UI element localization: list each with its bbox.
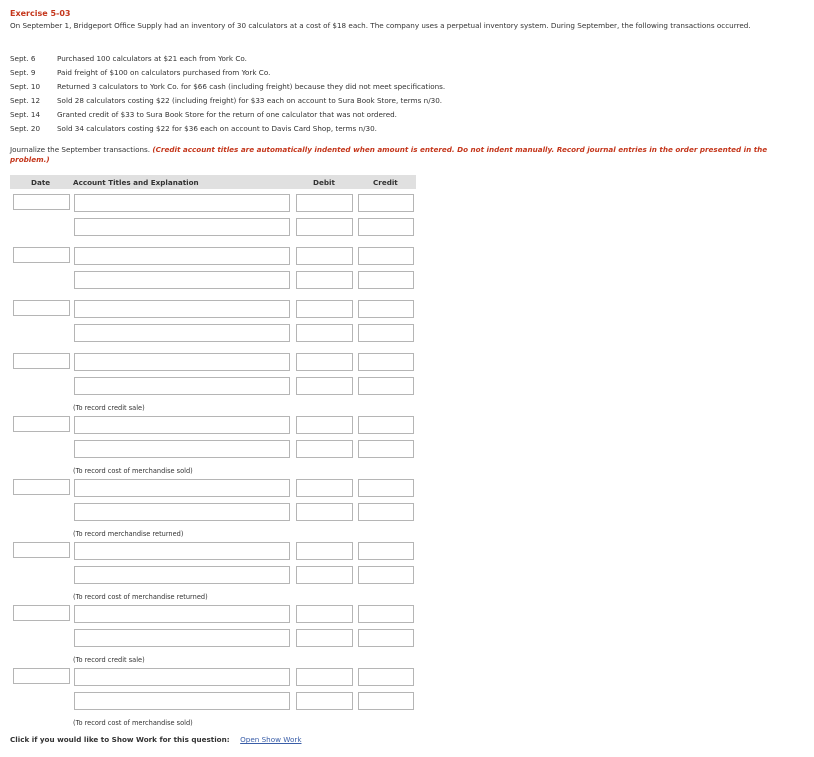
instructions (10, 145, 800, 165)
journal-line (0, 503, 420, 521)
date-select[interactable] (13, 353, 70, 369)
transaction-text: Purchased 100 calculators at $21 each from York Co. (57, 54, 247, 63)
date-select[interactable] (13, 247, 70, 263)
account-title-input[interactable] (74, 440, 290, 458)
show-work-footer (10, 735, 302, 744)
journal-line (0, 324, 420, 342)
transaction-row (10, 80, 445, 94)
entry-explanation: (To record cost of merchandise sold) (73, 719, 193, 727)
account-title-input[interactable] (74, 300, 290, 318)
debit-input[interactable] (296, 300, 353, 318)
instructions-main: Journalize the September transactions. (10, 145, 151, 154)
journal-line (0, 247, 420, 265)
transaction-row (10, 122, 445, 136)
entry-explanation: (To record credit sale) (73, 656, 145, 664)
credit-input[interactable] (358, 542, 414, 560)
transaction-text: Paid freight of $100 on calculators purchased from York Co. (57, 68, 271, 77)
exercise-intro: On September 1, Bridgeport Office Supply had an inventory of 30 calculators at a cost of $18 each. The company uses a perpetual inventory system. During September, the following transactions occurred. (10, 21, 751, 30)
debit-input[interactable] (296, 218, 353, 236)
credit-input[interactable] (358, 271, 414, 289)
journal-table-header (10, 175, 416, 189)
account-title-input[interactable] (74, 271, 290, 289)
account-title-input[interactable] (74, 479, 290, 497)
journal-line (0, 377, 420, 395)
credit-input[interactable] (358, 668, 414, 686)
journal-line (0, 218, 420, 236)
debit-input[interactable] (296, 377, 353, 395)
account-title-input[interactable] (74, 629, 290, 647)
debit-input[interactable] (296, 542, 353, 560)
credit-input[interactable] (358, 194, 414, 212)
account-title-input[interactable] (74, 416, 290, 434)
account-title-input[interactable] (74, 503, 290, 521)
transaction-row (10, 66, 445, 80)
journal-line (0, 416, 420, 434)
credit-input[interactable] (358, 479, 414, 497)
credit-input[interactable] (358, 566, 414, 584)
debit-input[interactable] (296, 324, 353, 342)
credit-input[interactable] (358, 300, 414, 318)
debit-input[interactable] (296, 271, 353, 289)
journal-line (0, 300, 420, 318)
debit-input[interactable] (296, 416, 353, 434)
credit-input[interactable] (358, 692, 414, 710)
credit-input[interactable] (358, 218, 414, 236)
debit-input[interactable] (296, 566, 353, 584)
account-title-input[interactable] (74, 566, 290, 584)
date-select[interactable] (13, 416, 70, 432)
debit-input[interactable] (296, 247, 353, 265)
account-title-input[interactable] (74, 218, 290, 236)
journal-line (0, 440, 420, 458)
debit-input[interactable] (296, 692, 353, 710)
transaction-row (10, 108, 445, 122)
journal-line (0, 605, 420, 623)
transaction-text: Sold 34 calculators costing $22 for $36 each on account to Davis Card Shop, terms n/30. (57, 124, 377, 133)
journal-line (0, 566, 420, 584)
transaction-date: Sept. 20 (10, 124, 41, 133)
account-column-header: Account Titles and Explanation (73, 178, 199, 187)
debit-input[interactable] (296, 668, 353, 686)
open-show-work-link[interactable]: Open Show Work (240, 735, 302, 744)
show-work-label: Click if you would like to Show Work for this question: (10, 735, 230, 744)
transaction-date: Sept. 14 (10, 110, 41, 119)
journal-line (0, 629, 420, 647)
transaction-date: Sept. 9 (10, 68, 36, 77)
date-select[interactable] (13, 300, 70, 316)
transaction-date: Sept. 12 (10, 96, 41, 105)
debit-input[interactable] (296, 629, 353, 647)
journal-line (0, 271, 420, 289)
transaction-row (10, 94, 445, 108)
credit-input[interactable] (358, 247, 414, 265)
journal-line (0, 542, 420, 560)
journal-line (0, 194, 420, 212)
credit-input[interactable] (358, 440, 414, 458)
exercise-title: Exercise 5-03 (10, 9, 71, 18)
entry-explanation: (To record cost of merchandise sold) (73, 467, 193, 475)
credit-column-header: Credit (373, 178, 398, 187)
credit-input[interactable] (358, 605, 414, 623)
account-title-input[interactable] (74, 377, 290, 395)
date-select[interactable] (13, 542, 70, 558)
date-column-header: Date (31, 178, 51, 187)
account-title-input[interactable] (74, 605, 290, 623)
credit-input[interactable] (358, 629, 414, 647)
credit-input[interactable] (358, 416, 414, 434)
entry-explanation: (To record credit sale) (73, 404, 145, 412)
debit-input[interactable] (296, 194, 353, 212)
transaction-text: Granted credit of $33 to Sura Book Store for the return of one calculator that was not ordered. (57, 110, 397, 119)
account-title-input[interactable] (74, 542, 290, 560)
credit-input[interactable] (358, 377, 414, 395)
debit-column-header: Debit (313, 178, 335, 187)
entry-explanation: (To record merchandise returned) (73, 530, 184, 538)
debit-input[interactable] (296, 440, 353, 458)
transaction-row (10, 52, 445, 66)
transaction-date: Sept. 10 (10, 82, 41, 91)
transaction-date: Sept. 6 (10, 54, 36, 63)
account-title-input[interactable] (74, 324, 290, 342)
credit-input[interactable] (358, 503, 414, 521)
entry-explanation: (To record cost of merchandise returned) (73, 593, 208, 601)
debit-input[interactable] (296, 605, 353, 623)
transaction-text: Returned 3 calculators to York Co. for $66 cash (including freight) because they did not meet specifications. (57, 82, 446, 91)
account-title-input[interactable] (74, 692, 290, 710)
account-title-input[interactable] (74, 194, 290, 212)
account-title-input[interactable] (74, 247, 290, 265)
credit-input[interactable] (358, 353, 414, 371)
journal-line (0, 692, 420, 710)
date-select[interactable] (13, 605, 70, 621)
debit-input[interactable] (296, 353, 353, 371)
debit-input[interactable] (296, 503, 353, 521)
transaction-text: Sold 28 calculators costing $22 (including freight) for $33 each on account to Sura Book Store, terms n/30. (57, 96, 443, 105)
debit-input[interactable] (296, 479, 353, 497)
date-select[interactable] (13, 668, 70, 684)
date-select[interactable] (13, 479, 70, 495)
journal-line (0, 353, 420, 371)
journal-line (0, 479, 420, 497)
journal-line (0, 668, 420, 686)
transaction-list (10, 52, 445, 136)
instructions-note: (Credit account titles are automatically indented when amount is entered. Do not indent manually. Record journal entries in the order presented in the problem.) (10, 145, 768, 164)
account-title-input[interactable] (74, 353, 290, 371)
account-title-input[interactable] (74, 668, 290, 686)
date-select[interactable] (13, 194, 70, 210)
credit-input[interactable] (358, 324, 414, 342)
